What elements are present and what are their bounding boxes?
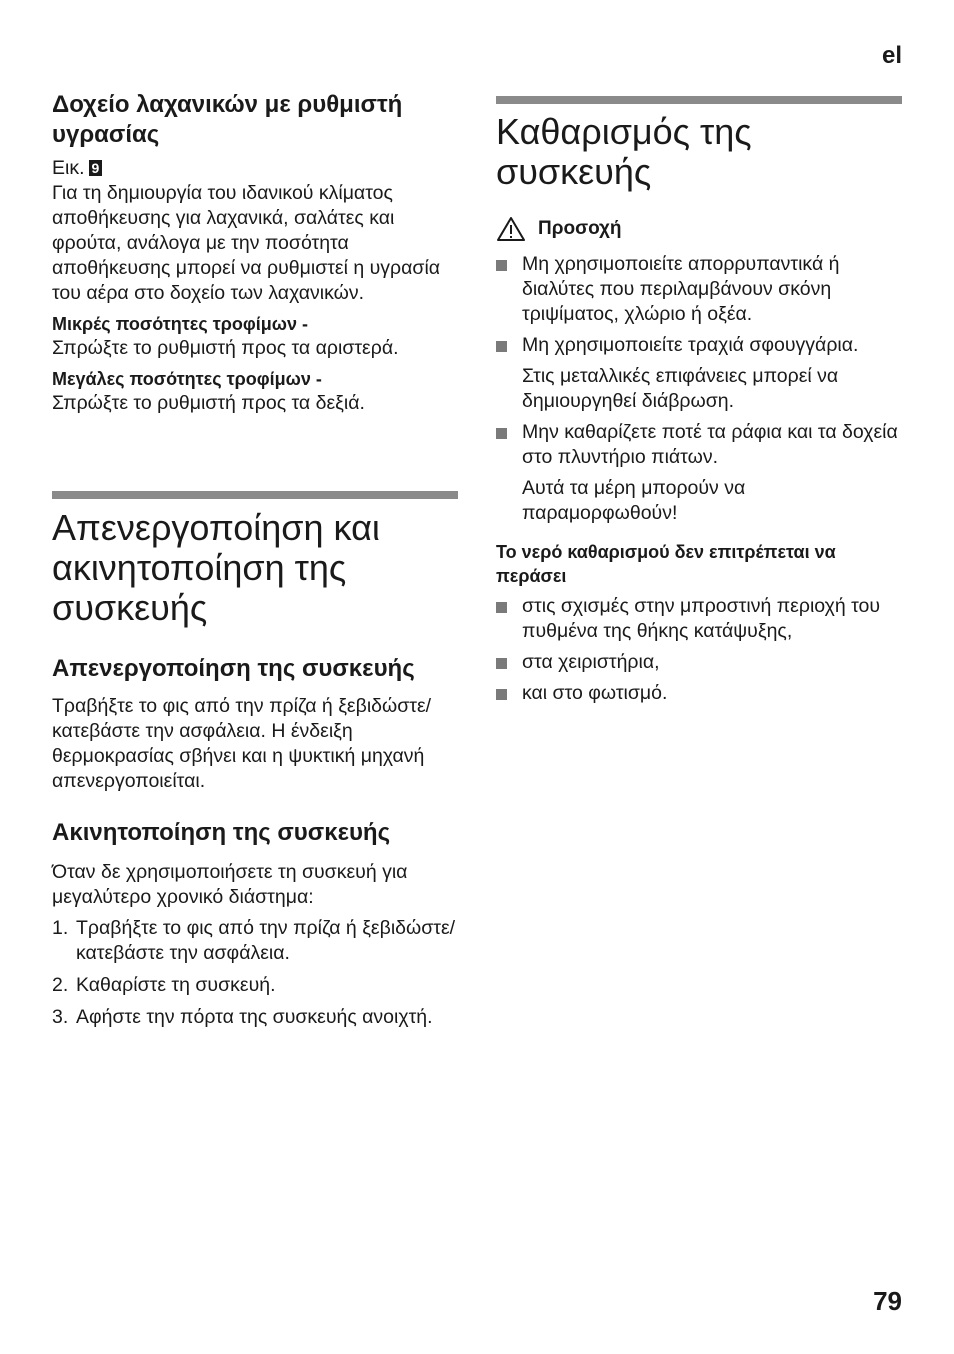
square-bullet-icon [496, 260, 507, 271]
water-warning-label: Το νερό καθαρισμού δεν επιτρέπεται να περάσει [496, 542, 836, 586]
section-divider [496, 96, 902, 104]
list-item: 3. Αφήστε την πόρτα της συσκευής ανοιχτή. [52, 1006, 433, 1028]
large-quantities-text: Σπρώξτε το ρυθμιστή προς τα δεξιά. [52, 392, 365, 414]
list-item: στις σχισμές στην μπροστινή περιοχή του πυθμένα της θήκης κατάψυξης, [496, 594, 906, 644]
warning-heading [496, 216, 906, 242]
language-code: el [881, 42, 902, 69]
section-shutdown [52, 508, 462, 1030]
section-title: Καθαρισμός της συσκευής [496, 111, 752, 192]
warning-triangle-icon [496, 216, 526, 242]
section-title: Απενεργοποίηση και ακινητοποίηση της συσκευής [52, 507, 380, 628]
small-quantities-label: Μικρές ποσότητες τροφίμων - [52, 314, 308, 334]
list-item: Μην καθαρίζετε ποτέ τα ράφια και τα δοχεία στο πλυντήριο πιάτων. [496, 420, 906, 470]
switch-off-text: Τραβήξτε το φις από την πρίζα ή ξεβιδώστε/κατεβάστε την ασφάλεια. Η ένδειξη θερμοκρασίας σβήνει και η ψυκτική μηχανή απενεργοποιείται. [52, 695, 432, 792]
square-bullet-icon [496, 689, 507, 700]
list-item: 1. Τραβήξτε το φις από την πρίζα ή ξεβιδώστε/κατεβάστε την ασφάλεια. [52, 917, 456, 964]
list-item: Μη χρησιμοποιείτε απορρυπαντικά ή διαλύτες που περιλαμβάνουν σκόνη τριψίματος, χλώριο ή οξέα. [496, 252, 906, 327]
small-quantities-text: Σπρώξτε το ρυθμιστή προς τα αριστερά. [52, 337, 399, 359]
warning-label: Προσοχή [538, 218, 622, 239]
figure-label: Εικ. [52, 157, 85, 179]
figure-reference [52, 156, 462, 181]
section-divider [52, 491, 458, 499]
section-cleaning [496, 112, 906, 706]
subsection-title-switch-off: Απενεργοποίηση της συσκευής [52, 655, 415, 682]
section-paragraph: Για τη δημιουργία του ιδανικού κλίματος αποθήκευσης για λαχανικά, σαλάτες και φρούτα, ανάλογα με την ποσότητα αποθήκευσης μπορεί να ρυθμιστεί η υγρασία του αέρα στο δοχείο των λαχανικών. [52, 182, 441, 304]
square-bullet-icon [496, 341, 507, 352]
warning-list [496, 252, 906, 526]
list-item-note: Αυτά τα μέρη μπορούν να παραμορφωθούν! [522, 477, 746, 524]
immobilise-intro: Όταν δε χρησιμοποιήσετε τη συσκευή για μεγαλύτερο χρονικό διάστημα: [52, 861, 408, 908]
square-bullet-icon [496, 658, 507, 669]
subsection-title-immobilise: Ακινητοποίηση της συσκευής [52, 819, 391, 846]
large-quantities-label: Μεγάλες ποσότητες τροφίμων - [52, 369, 322, 389]
list-item: 2. Καθαρίστε τη συσκευή. [52, 974, 276, 996]
water-list [496, 594, 906, 706]
list-item-note: Στις μεταλλικές επιφάνειες μπορεί να δημιουργηθεί διάβρωση. [522, 365, 839, 412]
square-bullet-icon [496, 428, 507, 439]
steps-list [52, 916, 462, 1030]
section-title: Δοχείο λαχανικών με ρυθμιστή υγρασίας [52, 91, 403, 148]
figure-number-badge: 9 [89, 160, 103, 176]
list-item: στα χειριστήρια, [496, 650, 906, 675]
square-bullet-icon [496, 602, 507, 613]
page-number: 79 [873, 1286, 902, 1316]
list-item: και στο φωτισμό. [496, 681, 906, 706]
list-item: Μη χρησιμοποιείτε τραχιά σφουγγάρια. [496, 333, 906, 358]
section-vegetable-drawer [52, 90, 462, 416]
